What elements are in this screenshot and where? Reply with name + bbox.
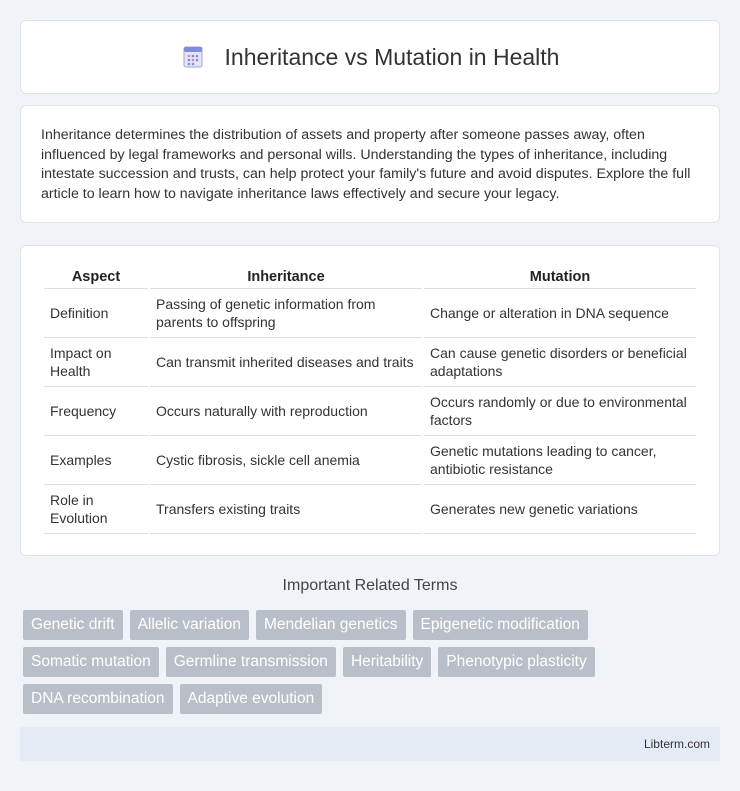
tag-genetic-drift[interactable]: Genetic drift (23, 610, 123, 640)
page-title: Inheritance vs Mutation in Health (224, 43, 560, 70)
table-header-row (44, 266, 696, 289)
table-cell: Transfers existing traits (150, 485, 422, 534)
tag-dna-recombination[interactable]: DNA recombination (23, 684, 173, 714)
table-row (44, 436, 696, 485)
table-row (44, 387, 696, 436)
table-cell: Change or alteration in DNA sequence (424, 289, 696, 338)
table-cell: Can transmit inherited diseases and traits (150, 338, 422, 387)
table-cell: Examples (44, 436, 148, 485)
tag-row (23, 647, 723, 677)
table-cell: Passing of genetic information from parents to offspring (150, 289, 422, 338)
table-row (44, 289, 696, 338)
table-row (44, 485, 696, 534)
title-card (20, 20, 720, 94)
tag-row (23, 610, 723, 640)
tag-row (23, 684, 723, 714)
tag-somatic-mutation[interactable]: Somatic mutation (23, 647, 159, 677)
table-cell: Role in Evolution (44, 485, 148, 534)
table-cell: Definition (44, 289, 148, 338)
document-icon (181, 45, 205, 69)
tag-heritability[interactable]: Heritability (343, 647, 431, 677)
tag-epigenetic-modification[interactable]: Epigenetic modification (413, 610, 588, 640)
table-cell: Cystic fibrosis, sickle cell anemia (150, 436, 422, 485)
header-aspect: Aspect (44, 266, 148, 289)
tag-phenotypic-plasticity[interactable]: Phenotypic plasticity (438, 647, 594, 677)
header-inheritance: Inheritance (150, 266, 422, 289)
table-cell: Frequency (44, 387, 148, 436)
table-cell: Genetic mutations leading to cancer, antibiotic resistance (424, 436, 696, 485)
table-cell: Generates new genetic variations (424, 485, 696, 534)
tag-adaptive-evolution[interactable]: Adaptive evolution (180, 684, 323, 714)
comparison-table (42, 266, 698, 534)
table-cell: Occurs randomly or due to environmental factors (424, 387, 696, 436)
table-cell: Impact on Health (44, 338, 148, 387)
comparison-table-card (20, 245, 720, 556)
table-row (44, 338, 696, 387)
footer-site-link[interactable]: Libterm.com (643, 737, 710, 751)
footer (20, 727, 720, 761)
related-terms-heading: Important Related Terms (282, 577, 458, 594)
header-mutation: Mutation (424, 266, 696, 289)
table-cell: Can cause genetic disorders or beneficial adaptations (424, 338, 696, 387)
tag-mendelian-genetics[interactable]: Mendelian genetics (256, 610, 406, 640)
intro-card (20, 105, 720, 223)
table-cell: Occurs naturally with reproduction (150, 387, 422, 436)
tag-germline-transmission[interactable]: Germline transmission (166, 647, 336, 677)
related-terms-list (23, 610, 723, 721)
intro-text: Inheritance determines the distribution of assets and property after someone passes away, often influenced by legal frameworks and personal wills. Understanding the types of inheritance, including intestate succession and trusts, can help protect your family's future and avoid disputes. Explore the full article to learn how to navigate inheritance laws effectively and secure your legacy. (41, 127, 691, 202)
tag-allelic-variation[interactable]: Allelic variation (130, 610, 249, 640)
